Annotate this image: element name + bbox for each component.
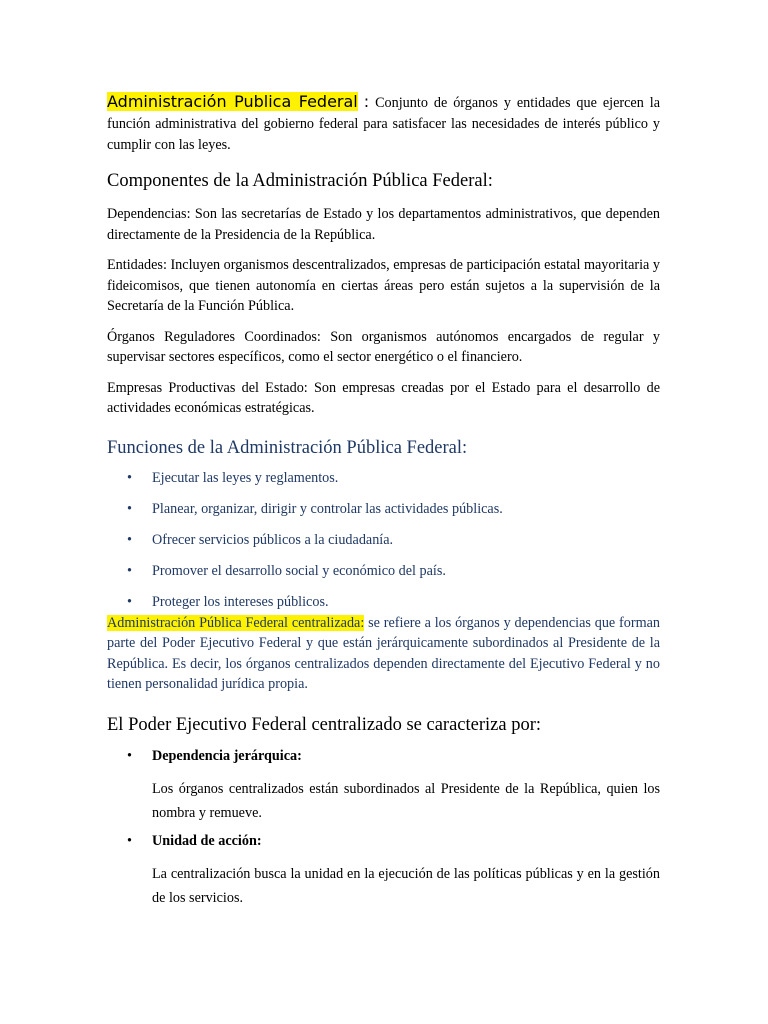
characteristic-label: Dependencia jerárquica:	[152, 747, 302, 764]
centralized-title: Administración Pública Federal centralizada:	[107, 614, 365, 631]
function-item-text: Promover el desarrollo social y económico del país.	[152, 562, 446, 579]
bullet-marker: •	[127, 531, 132, 548]
function-item-text: Planear, organizar, dirigir y controlar las actividades públicas.	[152, 500, 503, 517]
function-item-text: Ofrecer servicios públicos a la ciudadanía.	[152, 531, 394, 548]
intro-text: Conjunto de órganos y entidades que ejercen la función administrativa del gobierno federal para satisfacer las necesidades de interés público y cumplir con las leyes.	[107, 95, 661, 153]
component-organos-reguladores: Órganos Reguladores Coordinados: Son organismos autónomos encargados de regular y supervisar sectores específicos, como el sector energético o el financiero.	[107, 328, 660, 365]
characteristic-text: Los órganos centralizados están subordinados al Presidente de la República, quien los nombra y remueve.	[152, 780, 660, 821]
list-item-body	[107, 862, 660, 910]
list-item	[107, 832, 660, 851]
component-dependencias: Dependencias: Son las secretarías de Estado y los departamentos administrativos, que dependen directamente de la Presidencia de la República.	[107, 206, 660, 243]
component-empresas-productivas: Empresas Productivas del Estado: Son empresas creadas por el Estado para el desarrollo de actividades económicas estratégicas.	[107, 379, 660, 416]
list-item	[107, 593, 660, 612]
intro-colon: :	[363, 92, 370, 111]
centralized-paragraph	[107, 613, 660, 695]
list-item	[107, 469, 660, 488]
characteristics-list	[107, 747, 660, 910]
characteristic-label: Unidad de acción:	[152, 832, 262, 849]
list-item	[107, 500, 660, 519]
bullet-marker: •	[127, 500, 132, 517]
intro-paragraph	[107, 91, 660, 156]
document-page	[107, 91, 660, 910]
list-item	[107, 531, 660, 550]
bullet-marker: •	[127, 562, 132, 579]
bullet-marker: •	[127, 832, 132, 849]
characteristic-text: La centralización busca la unidad en la ejecución de las políticas públicas y en la gestión de los servicios.	[152, 865, 660, 906]
components-heading: Componentes de la Administración Pública Federal:	[107, 171, 493, 191]
bullet-marker: •	[127, 469, 132, 486]
bullet-marker: •	[127, 593, 132, 610]
function-item-text: Ejecutar las leyes y reglamentos.	[152, 469, 339, 486]
function-item-text: Proteger los intereses públicos.	[152, 593, 329, 610]
list-item-body	[107, 777, 660, 825]
intro-title: Administración Publica Federal	[107, 92, 358, 111]
functions-list	[107, 469, 660, 612]
list-item	[107, 747, 660, 766]
list-item	[107, 562, 660, 581]
centralized-text: se refiere a los órganos y dependencias que forman parte del Poder Ejecutivo Federal y que están jerárquicamente subordinados al Presidente de la República. Es decir, los órganos centralizados dependen directamente del Ejecutivo Federal y no tienen personalidad jurídica propia.	[107, 614, 661, 692]
bullet-marker: •	[127, 747, 132, 764]
characteristics-heading: El Poder Ejecutivo Federal centralizado se caracteriza por:	[107, 714, 542, 735]
functions-heading: Funciones de la Administración Pública Federal:	[107, 437, 468, 458]
component-entidades: Entidades: Incluyen organismos descentralizados, empresas de participación estatal mayoritaria y fideicomisos, que tienen autonomía en ciertas áreas pero están sujetos a la supervisión de la Secretaría de la Función Pública.	[107, 257, 660, 314]
